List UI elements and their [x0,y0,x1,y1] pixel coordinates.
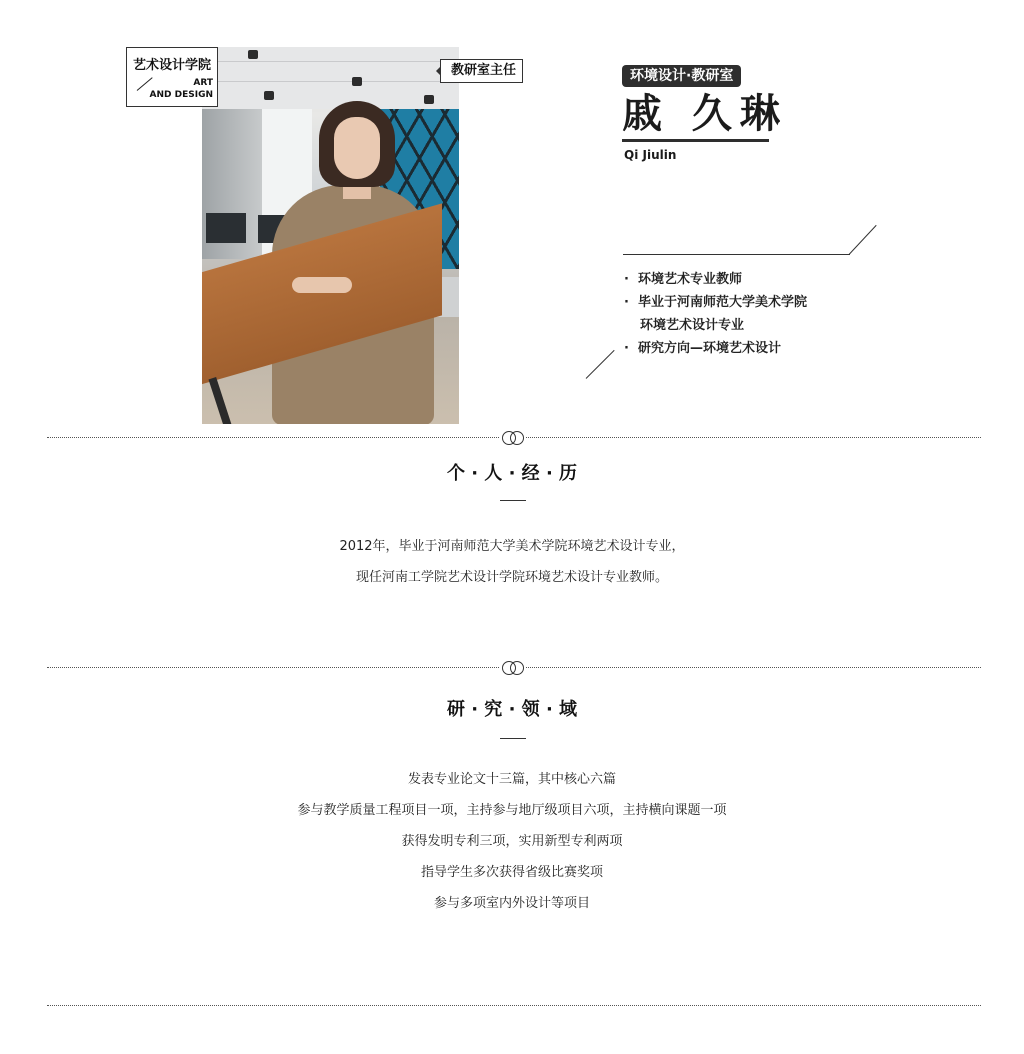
profile-bullet [624,268,807,291]
profile-bullet [624,314,807,337]
research-line: 获得发明专利三项，实用新型专利两项 [401,834,623,849]
photo-person-hands [292,277,352,293]
bullet-mark: · [624,272,629,287]
bullet-text: 毕业于河南师范大学美术学院 [638,295,808,310]
research-line: 发表专业论文十三篇，其中核心六篇 [407,772,616,787]
experience-line: 现任河南工学院艺术设计学院环境艺术设计专业教师。 [355,570,668,585]
decorative-line [623,254,850,255]
portrait-photo [202,47,459,424]
role-tag: 教研室主任 [440,59,523,83]
bullet-mark: · [624,341,629,356]
profile-bullet-list [624,268,807,360]
decorative-slash [849,225,877,255]
teacher-name: 戚 久琳 [622,91,788,137]
photo-ceiling-line [202,81,459,82]
decorative-slash [586,350,615,379]
photo-person-face [334,117,380,179]
photo-ceiling-line [202,61,459,62]
photo-ceiling-light [264,91,274,100]
profile-bullet [624,337,807,360]
department-badge: 环境设计·教研室 [622,65,741,87]
bullet-text: 研究方向—环境艺术设计 [638,341,782,356]
research-line: 参与教学质量工程项目一项，主持参与地厅级项目六项，主持横向课题一项 [297,803,727,818]
badge-english [150,77,213,101]
school-badge [126,47,218,107]
photo-table-leg [208,377,231,424]
badge-english-line: AND DESIGN [149,90,213,100]
title-underline [500,500,526,501]
name-underline [622,139,769,142]
rings-icon [500,430,526,446]
bullet-mark: · [624,295,629,310]
photo-ceiling-light [352,77,362,86]
rings-icon [500,660,526,676]
research-title: 研 · 究 · 领 · 域 [446,699,578,720]
photo-monitor [206,213,246,243]
badge-title: 艺术设计学院 [133,58,212,73]
badge-english-line: ART [193,78,213,88]
experience-title: 个 · 人 · 经 · 历 [446,463,578,484]
teacher-pinyin: Qi Jiulin [624,148,677,162]
section-divider [47,1005,981,1006]
research-line: 指导学生多次获得省级比赛奖项 [420,865,603,880]
title-underline [500,738,526,739]
photo-ceiling-light [248,50,258,59]
photo-ceiling-light [424,95,434,104]
research-line: 参与多项室内外设计等项目 [433,896,590,911]
bullet-text: 环境艺术专业教师 [638,272,743,287]
experience-line: 2012年，毕业于河南师范大学美术学院环境艺术设计专业， [339,539,685,554]
profile-bullet [624,291,807,314]
bullet-text: 环境艺术设计专业 [640,318,745,333]
photo-ceiling [202,47,459,109]
